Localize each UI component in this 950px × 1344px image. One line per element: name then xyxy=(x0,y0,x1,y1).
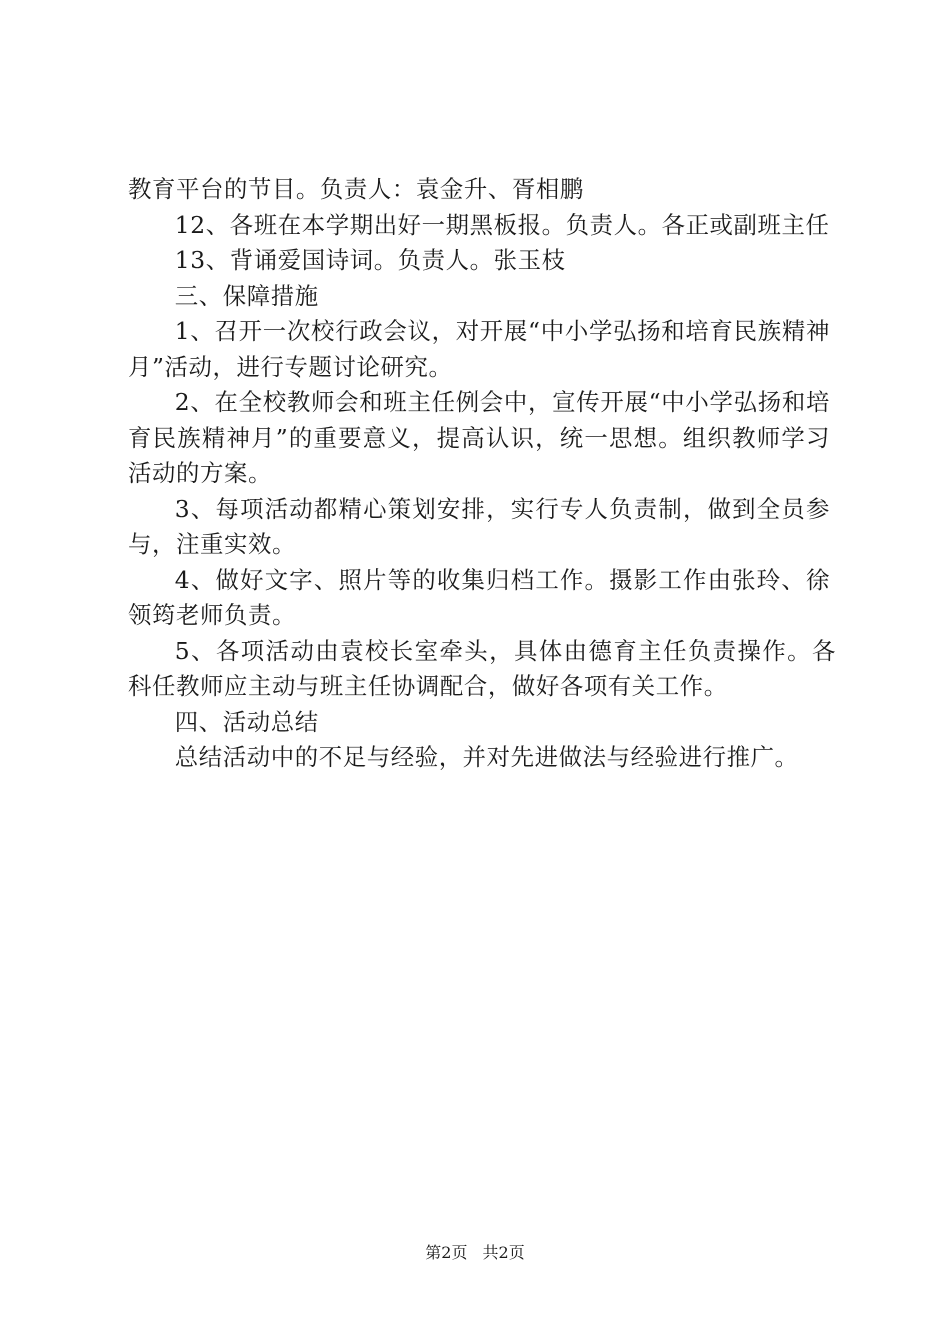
paragraph-item-12: 12、各班在本学期出好一期黑板报。负责人。各正或副班主任 xyxy=(174,210,830,239)
paragraph-measure-5: 5、各项活动由袁校长室牵头，具体由德育主任负责操作。各科任教师应主动与班主任协调配合，做好各项有关工作。 xyxy=(128,636,836,700)
document-body xyxy=(128,172,836,776)
section-heading-summary: 四、活动总结 xyxy=(174,707,319,736)
page-number: 第2页 xyxy=(425,1243,468,1262)
paragraph-measure-2: 2、在全校教师会和班主任例会中，宣传开展“中小学弘扬和培育民族精神月”的重要意义，提高认识，统一思想。组织教师学习活动的方案。 xyxy=(128,388,830,487)
page-footer xyxy=(0,1242,950,1264)
section-heading-safeguards: 三、保障措施 xyxy=(174,281,319,310)
paragraph-summary: 总结活动中的不足与经验，并对先进做法与经验进行推广。 xyxy=(174,743,799,771)
paragraph-continuation: 教育平台的节目。负责人：袁金升、胥相鹏 xyxy=(128,175,584,203)
page-total: 共2页 xyxy=(482,1243,525,1262)
paragraph-measure-3: 3、每项活动都精心策划安排，实行专人负责制，做到全员参与，注重实效。 xyxy=(128,494,830,558)
paragraph-measure-4: 4、做好文字、照片等的收集归档工作。摄影工作由张玲、徐领筠老师负责。 xyxy=(128,565,830,629)
paragraph-measure-1: 1、召开一次校行政会议，对开展“中小学弘扬和培育民族精神月”活动，进行专题讨论研究。 xyxy=(128,317,830,381)
paragraph-item-13: 13、背诵爱国诗词。负责人。张玉枝 xyxy=(174,246,566,274)
